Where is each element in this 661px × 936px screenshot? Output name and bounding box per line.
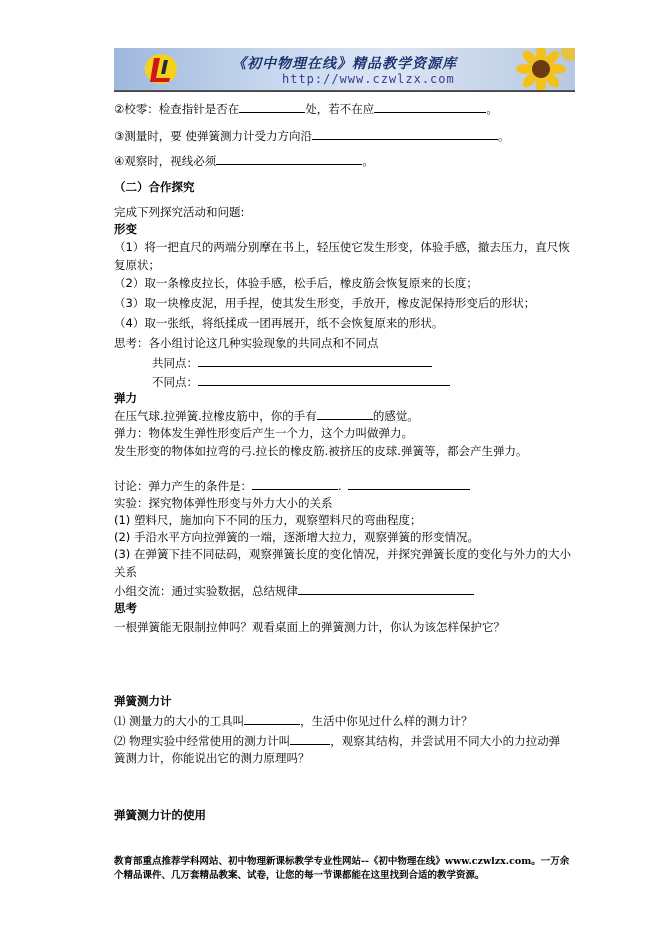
calibration-line: [114, 101, 498, 117]
text: 不同点：: [152, 375, 198, 389]
site-url: http://www.czwlzx.com: [282, 72, 455, 86]
text: ③测量时，要 使弹簧测力计受力方向沿: [114, 129, 312, 143]
text: ②校零：检查指针是否在: [114, 102, 240, 116]
group-line: [114, 583, 474, 599]
paragraph: 簧测力计，你能说出它的测力原理吗？: [114, 751, 310, 765]
answer-blank[interactable]: [317, 408, 373, 420]
page-footer: [114, 855, 584, 883]
text: 讨论：弹力产生的条件是：: [114, 479, 252, 493]
measure-line: [114, 128, 509, 144]
elastic-line: [114, 408, 419, 424]
think-text: 思考：各小组讨论这几种实验现象的共同点和不同点: [114, 336, 379, 350]
answer-blank[interactable]: [198, 355, 432, 367]
paragraph: （2）取一条橡皮拉长，体验手感，松手后，橡皮筋会恢复原来的长度；: [114, 276, 478, 290]
question: 一根弹簧能无限制拉伸吗？观看桌面上的弹簧测力计，你认为该怎样保护它？: [114, 620, 505, 634]
paragraph: （3）取一块橡皮泥，用手捏，使其发生形变，手放开，橡皮泥保持形变后的形状；: [114, 296, 536, 310]
text: ⑴ 测量力的大小的工具叫: [114, 714, 245, 728]
answer-blank[interactable]: [239, 101, 305, 113]
paragraph: (3) 在弹簧下挂不同砝码，观察弹簧长度的变化情况，并探究弹簧长度的变化与外力的大小: [114, 547, 571, 561]
site-logo-icon: [144, 52, 178, 86]
heading-scale-usage: 弹簧测力计的使用: [114, 808, 206, 822]
heading-think: 思考: [114, 601, 137, 615]
header-rule: [114, 91, 575, 92]
header-banner: [114, 48, 575, 91]
answer-blank[interactable]: [198, 374, 450, 386]
heading-deformation: 形变: [114, 222, 137, 236]
answer-blank[interactable]: [252, 478, 338, 490]
heading-spring-scale: 弹簧测力计: [114, 694, 172, 708]
answer-blank[interactable]: [290, 733, 330, 745]
heading-elastic-force: 弹力: [114, 391, 137, 405]
scale-line-1: [114, 713, 473, 729]
paragraph: （4）取一张纸，将纸揉成一团再展开，纸不会恢复原来的形状。: [114, 316, 444, 330]
text: 共同点：: [152, 356, 198, 370]
paragraph: 关系: [114, 565, 137, 579]
intro-text: 完成下列探究活动和问题:: [114, 205, 245, 219]
paragraph: 复原状；: [114, 258, 160, 272]
site-title: 《初中物理在线》精品教学资源库: [232, 56, 457, 72]
footer-line: 个精品课件、几万套精品教案、试卷，让您的每一节课都能在这里找到合适的教学资源。: [114, 870, 485, 881]
answer-blank[interactable]: [312, 128, 498, 140]
paragraph: (1) 塑料尺，施加向下不同的压力，观察塑料尺的弯曲程度；: [114, 513, 422, 527]
text: 在压气球.拉弹簧.拉橡皮筋中，你的手有: [114, 409, 317, 423]
diff-line: [152, 374, 450, 390]
text: 。: [497, 129, 510, 143]
section-heading: （二）合作探究: [114, 180, 195, 194]
observe-line: [114, 153, 374, 169]
answer-blank[interactable]: [216, 153, 362, 165]
scale-line-2: [114, 733, 560, 749]
text: 。: [362, 154, 374, 168]
answer-blank[interactable]: [374, 101, 486, 113]
text: 的感觉。: [372, 409, 419, 423]
experiment-heading: 实验：探究物体弹性形变与外力大小的关系: [114, 496, 333, 510]
sunflower-icon: [506, 48, 575, 91]
text: ，生活中你见过什么样的测力计？: [300, 714, 473, 728]
same-line: [152, 355, 432, 371]
answer-blank[interactable]: [348, 478, 470, 490]
text: 处，若不在应: [305, 102, 375, 116]
text: ⑵ 物理实验中经常使用的测力计叫: [114, 734, 291, 748]
text: ④观察时，视线必须: [114, 154, 217, 168]
text: 。: [486, 102, 498, 116]
text: 小组交流：通过实验数据，总结规律: [114, 584, 298, 598]
footer-line: 教育部重点推荐学科网站、初中物理新课标教学专业性网站--《初中物理在线》www.czwlzx.com。一万余: [114, 856, 570, 867]
text: ，观察其结构，并尝试用不同大小的力拉动弹: [330, 734, 561, 748]
paragraph: (2) 手沿水平方向拉弹簧的一端，逐渐增大拉力，观察弹簧的形变情况。: [114, 530, 479, 544]
text: .: [338, 479, 342, 493]
paragraph: 弹力：物体发生弹性形变后产生一个力，这个力叫做弹力。: [114, 426, 413, 440]
paragraph: （1）将一把直尺的两端分别摩在书上，轻压使它发生形变，体验手感，撤去压力，直尺恢: [114, 240, 570, 254]
paragraph: 发生形变的物体如拉弯的弓.拉长的橡皮筋.被挤压的皮球.弹簧等，都会产生弹力。: [114, 444, 528, 458]
answer-blank[interactable]: [298, 583, 474, 595]
discussion-line: [114, 478, 470, 494]
answer-blank[interactable]: [244, 713, 300, 725]
